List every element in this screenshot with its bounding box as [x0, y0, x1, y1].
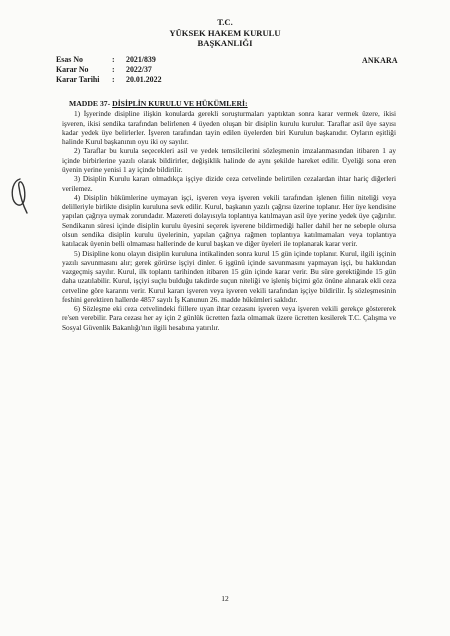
karar-value: 2022/37: [126, 64, 152, 74]
tarih-value: 20.01.2022: [126, 74, 162, 84]
header-office: BAŞKANLIĞI: [197, 38, 253, 48]
esas-value: 2021/839: [126, 55, 156, 64]
case-meta: [56, 55, 162, 84]
document-header: [0, 17, 450, 49]
karar-colon: :: [112, 64, 115, 74]
karar-label: Karar No: [56, 64, 89, 74]
page-number: 12: [221, 594, 229, 603]
paragraph-5: 5) Disipline konu olayın disiplin kuruluna intikalinden sonra kurul 15 gün içinde toplanır. Kurul, ilgili işçinin yazılı savunmasını alır; gerek görürse işçiyi dinler. 6 işgünü içinde savunmasını yapmayan işçi, bu hakkından vazgeçmiş sayılır. Kurul, ilk toplantı tarihinden itibaren 15 gün içinde karar verir. Bu süre gerektiğinde 15 gün daha uzatılabilir. Kurul, işçiyi suçlu bulduğu takdirde suçun niteliği ve işleniş biçimi göz önüne alınarak ekli ceza cetveline göre kararını verir. Kurul kararı işveren veya işveren vekili tarafından işçiye bildirilir. İş sözleşmesinin feshini gerektiren hallerde 4857 sayılı İş Kanunun 26. madde hükümleri saklıdır.: [62, 248, 396, 304]
article-title: [69, 99, 396, 108]
paragraph-2: 2) Taraflar bu kurula seçecekleri asil ve yedek temsilcilerini sözleşmenin imzalanmasından itibaren 1 ay içinde birbirlerine yazılı olarak bildirirler, değişiklik halinde de aynı şekilde hareket edilir. Üyeliği sona eren üyenin yerine yenisi 1 ay içinde bildirilir.: [62, 146, 396, 174]
paragraph-1: 1) İşyerinde disipline ilişkin konularda gerekli soruşturmaları yaptıktan sonra karar vermek üzere, ikisi işveren, ikisi sendika tarafından belirlenen 4 üyeden oluşan bir disiplin kurulu kurulur. Taraflar asil üye sayısı kadar yedek üye belirlerler. İşveren tarafından tayin edilen üyelerden biri Kurulun başkanıdır. Oyların eşitliği halinde Kurul başkanının oyu iki oy sayılır.: [62, 109, 396, 147]
paragraph-3: 3) Disiplin Kurulu kararı olmadıkça işçiye dizide ceza cetvelinde belirtilen cezalardan ihtar hariç diğerleri verilemez.: [62, 174, 396, 193]
tarih-label: Karar Tarihi: [56, 74, 100, 84]
article-heading: DİSİPLİN KURULU VE HÜKÜMLERİ:: [112, 99, 248, 108]
paragraph-6: 6) Sözleşme eki ceza cetvelindeki fiillere uyan ihtar cezasını işveren veya işveren vekili gerekçe göstererek re'sen verebilir. Para cezası her ay için 2 günlük ücretten fazla olmamak üzere ücretten kesilerek T.C. Çalışma ve Sosyal Güvenlik Bakanlığı'nın ilgili hesabına yatırılır.: [62, 304, 396, 332]
esas-label: Esas No: [56, 55, 83, 64]
handwritten-margin-mark: [8, 175, 34, 222]
tarih-colon: :: [112, 74, 115, 84]
article-37: [62, 99, 396, 332]
karar-row: [56, 65, 162, 75]
header-institution: YÜKSEK HAKEM KURULU: [169, 27, 281, 38]
paragraph-4: 4) Disiplin hükümlerine uymayan işçi, işveren veya işveren vekili tarafından işlenen fiilin niteliği veya delilleriyle birlikte disiplin kuruluna sevk edilir. Kurul, başkanın yazılı çağrısı üzerine toplanır. Her üye kendisine yapılan çağrıya uymak zorundadır. Mazereti dolayısıyla toplantıya katılmayan asil üye yerine yedek üye çağırılır. Sendikanın süresi içinde disiplin kurulu üyesini seçerek işverene bildirmediği haller dahil her ne sebeple olursa olsun sendika disiplin kurulu üyelerinin, yapılan çağrıya rağmen toplantıya katılmamaları veya toplantıya katılacak üyenin belli olmaması hallerinde de kurul başkan ve diğer üyeleri ile toplanarak karar verir.: [62, 192, 396, 249]
header-tc: T.C.: [217, 17, 233, 27]
article-number: MADDE 37-: [69, 99, 111, 108]
city-label: ANKARA: [362, 56, 398, 65]
tarih-row: [56, 75, 162, 85]
esas-colon: :: [112, 55, 115, 64]
esas-row: [56, 55, 162, 65]
